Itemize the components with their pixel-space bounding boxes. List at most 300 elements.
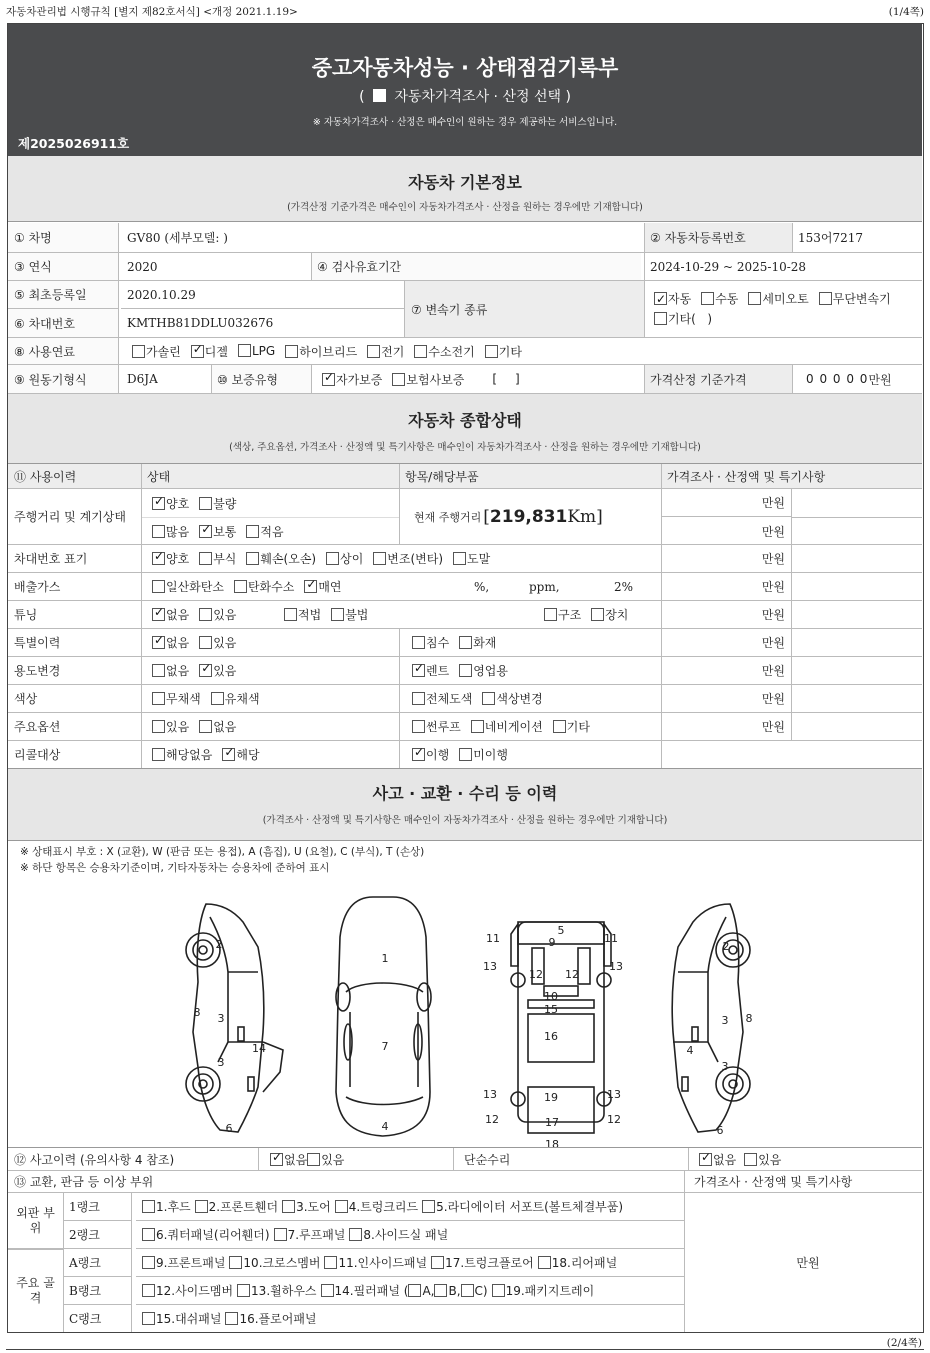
options-navi-label: 네비게이션 xyxy=(484,720,543,734)
part-door-label: 3.도어 xyxy=(296,1200,331,1214)
use-change-business-label: 영업용 xyxy=(473,664,508,678)
part-label-16: 16 xyxy=(544,1030,558,1043)
emission-co-checkbox[interactable] xyxy=(152,580,165,593)
part-label-6: 6 xyxy=(225,1122,233,1135)
firstreg-value: 2020.10.29 xyxy=(121,281,404,309)
emission-ppm: ppm, xyxy=(529,579,560,594)
tuning-type-options xyxy=(538,601,658,628)
trans-options xyxy=(648,281,922,337)
part-label-3: 3 xyxy=(217,1012,225,1025)
part-label-7: 7 xyxy=(381,1040,389,1053)
part-label-19: 19 xyxy=(544,1091,558,1104)
recall-label: 리콜대상 xyxy=(14,748,61,762)
row-fuel xyxy=(8,337,922,365)
mileage-few-checkbox[interactable] xyxy=(246,525,259,538)
tuning-legal-label: 적법 xyxy=(298,608,322,622)
color-fullpaint-checkbox[interactable] xyxy=(412,692,425,705)
recall-none-label: 해당없음 xyxy=(166,748,213,762)
use-change-rent-label: 렌트 xyxy=(426,664,450,678)
tuning-device-label: 장치 xyxy=(605,608,629,622)
firstreg-label: ⑤ 최초등록일 xyxy=(8,281,118,309)
special-flood-label: 침수 xyxy=(426,636,450,650)
fuel-diesel-label: 디젤 xyxy=(204,344,228,359)
vin-mark-diff-checkbox[interactable] xyxy=(326,552,339,565)
color-achromatic-label: 무채색 xyxy=(166,692,201,706)
special-label: 특별이력 xyxy=(14,636,61,650)
status-symbol-note: ※ 상태표시 부호 : X (교환), W (판금 또는 용접), A (흠집), U (요철), C (부식), T (손상) xyxy=(20,846,425,858)
vin-mark-damage-checkbox[interactable] xyxy=(246,552,259,565)
year-label: ③ 연식 xyxy=(8,253,118,280)
mileage-many-label: 많음 xyxy=(166,524,190,539)
recall-notdone-checkbox[interactable] xyxy=(459,748,472,761)
status-notes xyxy=(20,844,424,876)
vin-label: ⑥ 차대번호 xyxy=(8,309,118,337)
vin-mark-label: 차대번호 표기 xyxy=(14,552,88,566)
special-options xyxy=(146,629,396,656)
color-change-label: 색상변경 xyxy=(496,692,543,706)
use-change-none-checkbox[interactable] xyxy=(152,664,165,677)
rankB-items xyxy=(136,1277,684,1305)
color-change-options xyxy=(406,685,656,712)
special-none-checkbox[interactable] xyxy=(152,636,165,649)
part-roof-panel-label: 7.루프패널 xyxy=(287,1228,346,1242)
recall-notdone-label: 미이행 xyxy=(473,748,508,762)
outer-parts-label: 외판 부위 xyxy=(8,1193,63,1249)
part-label-12-right: 12 xyxy=(565,968,579,981)
part-label-15: 15 xyxy=(544,1003,558,1016)
vin-mark-altered-label: 변조(변타) xyxy=(387,552,444,566)
mileage-good-label: 양호 xyxy=(166,496,190,511)
warranty-insurer-checkbox[interactable] xyxy=(392,373,405,386)
price-label: 가격산정 기준가격 xyxy=(644,365,792,393)
part-label-3b: 3 xyxy=(217,1056,225,1069)
car-damage-diagram xyxy=(168,892,768,1151)
emission-hc-label: 탄화수소 xyxy=(247,580,295,594)
vin-mark-rust-label: 부식 xyxy=(213,552,237,566)
col-price-header: 가격조사 · 산정액 및 특기사항 xyxy=(661,464,922,488)
part-label-8-right: 8 xyxy=(745,1012,753,1025)
rank1-label: 1랭크 xyxy=(63,1193,131,1221)
tuning-options xyxy=(146,601,276,628)
document-header xyxy=(8,24,922,156)
vin-mark-painted-checkbox[interactable] xyxy=(453,552,466,565)
main-frame-label: 주요 골격 xyxy=(16,1275,55,1305)
mileage-bad-checkbox[interactable] xyxy=(199,497,212,510)
paren-close: ) xyxy=(565,89,571,105)
vin-mark-rust-checkbox[interactable] xyxy=(199,552,212,565)
accident-subtitle: (가격조사 · 산정액 및 특기사항은 매수인이 자동차가격조사 · 산정을 원하는 경우에만 기재합니다) xyxy=(262,815,668,826)
trans-cvt-label: 무단변속기 xyxy=(832,292,891,306)
special-yes-checkbox[interactable] xyxy=(199,636,212,649)
rank2-items xyxy=(136,1221,684,1249)
fuel-hybrid-checkbox[interactable] xyxy=(285,345,298,358)
part-wheel-house-label: 13.휠하우스 xyxy=(251,1284,317,1298)
recall-status-options xyxy=(406,741,656,768)
part-trunk-floor-label: 17.트렁크플로어 xyxy=(445,1256,534,1270)
mileage-unit: Km xyxy=(567,506,597,527)
document-title: 중고자동차성능 · 상태점검기록부 xyxy=(311,56,619,80)
part-front-fender-checkbox[interactable] xyxy=(195,1200,208,1213)
options-label: 주요옵션 xyxy=(14,720,61,734)
part-floor-panel-label: 16.플로어패널 xyxy=(239,1312,317,1326)
tuning-none-label: 없음 xyxy=(166,608,190,622)
simple-none-label: 없음 xyxy=(713,1152,737,1167)
form-reference xyxy=(6,4,924,20)
part-rear-panel-checkbox[interactable] xyxy=(538,1256,551,1269)
year-value: 2020 xyxy=(127,259,158,274)
simple-repair-label: 단순수리 xyxy=(464,1152,511,1167)
warranty-bracket-close: ] xyxy=(515,372,520,386)
part-pillar-panel-checkbox[interactable] xyxy=(321,1284,334,1297)
part-label-18: 18 xyxy=(545,1138,559,1151)
vin-mark-row xyxy=(8,545,922,573)
part-trunk-floor-checkbox[interactable] xyxy=(431,1256,444,1269)
use-change-label: 용도변경 xyxy=(14,664,61,678)
fuel-lpg-checkbox[interactable] xyxy=(238,344,251,357)
part-label-2-right: 2 xyxy=(722,940,730,953)
part-door-checkbox[interactable] xyxy=(282,1200,295,1213)
mileage-row xyxy=(8,489,922,545)
part-label-14: 14 xyxy=(252,1042,266,1055)
part-rear-panel-label: 18.리어패널 xyxy=(551,1256,618,1270)
accident-title: 사고 · 교환 · 수리 등 이력 xyxy=(372,784,558,803)
tuning-label: 튜닝 xyxy=(14,608,38,622)
accident-none-checkbox[interactable] xyxy=(270,1153,283,1166)
engine-label: ⑨ 원동기형식 xyxy=(8,365,118,393)
part-label-9: 9 xyxy=(548,936,556,949)
form-reference-text: 자동차관리법 시행규칙 [별지 제82호서식] <개정 2021.1.19> xyxy=(6,6,298,18)
parts-price-label: 가격조사 · 산정액 및 특기사항 xyxy=(694,1175,853,1189)
pillar-b-label: B, xyxy=(448,1283,461,1298)
options-other-checkbox[interactable] xyxy=(553,720,566,733)
fuel-hybrid-label: 하이브리드 xyxy=(299,344,358,359)
left-side-view xyxy=(186,904,283,1132)
mileage-normal-label: 보통 xyxy=(213,524,237,539)
options-sunroof-checkbox[interactable] xyxy=(412,720,425,733)
page-number: (1/4쪽) xyxy=(888,6,924,18)
use-change-options xyxy=(146,657,396,684)
color-label: 색상 xyxy=(14,692,38,706)
part-floor-panel-checkbox[interactable] xyxy=(225,1312,238,1325)
part-side-member-checkbox[interactable] xyxy=(142,1284,155,1297)
color-price-unit: 만원 xyxy=(761,692,785,706)
mileage-good-checkbox[interactable] xyxy=(152,497,165,510)
part-front-panel-label: 9.프론트패널 xyxy=(156,1256,226,1270)
rankC-label: C랭크 xyxy=(69,1312,102,1326)
part-label-4: 4 xyxy=(381,1120,389,1133)
underbody-view xyxy=(511,922,611,1133)
tuning-structure-checkbox[interactable] xyxy=(544,608,557,621)
options-type-options xyxy=(406,713,656,740)
color-chromatic-label: 유채색 xyxy=(224,692,260,706)
trans-cvt-checkbox[interactable] xyxy=(819,292,832,305)
trans-semi-label: 세미오토 xyxy=(762,292,809,306)
fuel-gasoline-checkbox[interactable] xyxy=(132,345,145,358)
tuning-yes-checkbox[interactable] xyxy=(199,608,212,621)
col-history-header: ⑪ 사용이력 xyxy=(8,464,141,488)
color-change-checkbox[interactable] xyxy=(482,692,495,705)
fuel-hydrogen-label: 수소전기 xyxy=(428,344,475,359)
overall-title: 자동차 종합상태 xyxy=(408,411,522,430)
price-select-checkbox[interactable] xyxy=(373,89,386,102)
color-fullpaint-label: 전체도색 xyxy=(426,692,473,706)
part-cross-member-checkbox[interactable] xyxy=(229,1256,242,1269)
part-label-10: 10 xyxy=(544,990,558,1003)
recall-options xyxy=(146,741,396,768)
rankA-label: A랭크 xyxy=(63,1249,131,1277)
special-type-options xyxy=(406,629,656,656)
use-change-none-label: 없음 xyxy=(166,664,190,678)
basic-info-section-header xyxy=(8,156,922,222)
car-name-label: ① 차명 xyxy=(8,223,118,252)
color-chromatic-checkbox[interactable] xyxy=(211,692,224,705)
mileage-normal-checkbox[interactable] xyxy=(199,525,212,538)
pillar-a-label: A, xyxy=(422,1283,435,1298)
parts-table xyxy=(8,1193,922,1332)
emission-smoke-label: 매연 xyxy=(318,580,342,594)
inspect-label: ④ 검사유효기간 xyxy=(311,253,641,280)
mileage-few-label: 적음 xyxy=(260,524,284,539)
options-none-label: 없음 xyxy=(213,720,237,734)
special-fire-label: 화재 xyxy=(473,636,497,650)
special-none-label: 없음 xyxy=(166,636,190,650)
simple-repair-options xyxy=(693,1148,922,1170)
price-selection-label: 자동차가격조사 · 산정 선택 xyxy=(394,89,562,105)
tuning-row xyxy=(8,601,922,629)
options-navi-checkbox[interactable] xyxy=(471,720,484,733)
mileage-current: 현재 주행거리 [ 219,831 Km ] xyxy=(414,506,603,527)
rank2-label: 2랭크 xyxy=(63,1221,131,1249)
part-label-2: 2 xyxy=(215,938,223,951)
recall-done-checkbox[interactable] xyxy=(412,748,425,761)
use-change-price-unit: 만원 xyxy=(761,664,785,678)
simple-none-checkbox[interactable] xyxy=(699,1153,712,1166)
price-unit: 만원 xyxy=(868,372,892,387)
fuel-gasoline-label: 가솔린 xyxy=(146,344,181,359)
fuel-other-label: 기타 xyxy=(498,344,522,359)
vin-mark-painted-label: 도말 xyxy=(467,552,491,566)
part-label-12-rear-left: 12 xyxy=(485,1113,499,1126)
fuel-label: ⑧ 사용연료 xyxy=(8,338,118,364)
rankC-items xyxy=(136,1305,684,1332)
part-label-17: 17 xyxy=(545,1116,559,1129)
use-change-rent-checkbox[interactable] xyxy=(412,664,425,677)
recall-yes-checkbox[interactable] xyxy=(222,748,235,761)
warranty-self-label: 자가보증 xyxy=(336,372,383,387)
row-car-name xyxy=(8,223,922,253)
accident-section-header xyxy=(8,769,922,841)
part-front-panel-checkbox[interactable] xyxy=(142,1256,155,1269)
mileage-price-unit-1: 만원 xyxy=(661,489,791,517)
part-label-13-left: 13 xyxy=(483,960,497,973)
mileage-value: 219,831 xyxy=(489,506,568,527)
pillar-a-checkbox[interactable] xyxy=(408,1284,421,1297)
options-sunroof-label: 썬루프 xyxy=(426,720,461,734)
options-options xyxy=(146,713,396,740)
vin-mark-good-checkbox[interactable] xyxy=(152,552,165,565)
part-roof-panel-checkbox[interactable] xyxy=(274,1228,287,1241)
warranty-bracket-open: [ xyxy=(492,372,498,386)
use-change-yes-checkbox[interactable] xyxy=(199,664,212,677)
options-price-unit: 만원 xyxy=(761,720,785,734)
use-change-type-options xyxy=(406,657,656,684)
tuning-structure-label: 구조 xyxy=(558,608,582,622)
part-trunk-lid-checkbox[interactable] xyxy=(335,1200,348,1213)
rank1-items xyxy=(136,1193,684,1221)
trans-other-checkbox[interactable] xyxy=(654,312,667,325)
vin-mark-options xyxy=(146,545,656,572)
row-year xyxy=(8,253,922,281)
price-value-cell xyxy=(792,365,922,393)
trans-auto-checkbox[interactable] xyxy=(654,292,667,305)
use-change-yes-label: 있음 xyxy=(213,664,237,678)
options-row xyxy=(8,713,922,741)
color-achromatic-checkbox[interactable] xyxy=(152,692,165,705)
paren-open: ( xyxy=(359,89,365,105)
use-change-business-checkbox[interactable] xyxy=(459,664,472,677)
part-hood-checkbox[interactable] xyxy=(142,1200,155,1213)
mileage-opts2 xyxy=(146,517,396,545)
options-yes-checkbox[interactable] xyxy=(152,720,165,733)
pillar-c-checkbox[interactable] xyxy=(461,1284,474,1297)
recall-done-label: 이행 xyxy=(426,748,450,762)
accident-history-options xyxy=(264,1148,454,1170)
pillar-c-label: C) xyxy=(474,1283,488,1298)
pillar-b-checkbox[interactable] xyxy=(434,1284,447,1297)
part-label-3b-right: 3 xyxy=(721,1060,729,1073)
record-number: 제2025026911호 xyxy=(18,136,130,151)
part-side-sill-label: 8.사이드실 패널 xyxy=(363,1228,449,1242)
engine-value: D6JA xyxy=(127,372,158,386)
vin-mark-good-label: 양호 xyxy=(166,552,190,566)
part-label-12-rear-right: 12 xyxy=(607,1113,621,1126)
vin-mark-damage-label: 훼손(오손) xyxy=(260,552,317,566)
price-selection xyxy=(8,86,922,106)
row-engine xyxy=(8,365,922,394)
part-inside-panel-label: 11.인사이드패널 xyxy=(338,1256,428,1270)
part-trunk-lid-label: 4.트렁크리드 xyxy=(348,1200,419,1214)
emission-smoke-checkbox[interactable] xyxy=(304,580,317,593)
warranty-self-checkbox[interactable] xyxy=(322,373,335,386)
mileage-opts1 xyxy=(146,489,396,517)
part-hood-label: 1.후드 xyxy=(156,1200,191,1214)
warranty-insurer-label: 보험사보증 xyxy=(406,372,465,387)
accident-yes-label: 있음 xyxy=(321,1152,345,1167)
document-frame xyxy=(7,23,924,1333)
parts-price-unit: 만원 xyxy=(796,1256,820,1270)
part-radiator-support-label: 5.라디에이터 서포트(볼트체결부품) xyxy=(436,1200,624,1214)
part-label-13-right: 13 xyxy=(609,960,623,973)
part-label-8: 8 xyxy=(193,1006,201,1019)
overall-header-row xyxy=(8,464,922,489)
accident-history-label: ⑫ 사고이력 (유의사항 4 참조) xyxy=(14,1152,175,1167)
part-quarter-panel-checkbox[interactable] xyxy=(142,1228,155,1241)
part-package-tray-checkbox[interactable] xyxy=(492,1284,505,1297)
fuel-diesel-checkbox[interactable] xyxy=(191,345,204,358)
fuel-options xyxy=(126,338,916,364)
trans-manual-checkbox[interactable] xyxy=(701,292,714,305)
recall-none-checkbox[interactable] xyxy=(152,748,165,761)
emission-smoke-value: 2% xyxy=(614,579,634,594)
part-package-tray-label: 19.패키지트레이 xyxy=(505,1284,595,1298)
col-status-header: 상태 xyxy=(141,464,399,488)
tuning-illegal-checkbox[interactable] xyxy=(331,608,344,621)
use-change-row xyxy=(8,657,922,685)
mileage-current-label: 현재 주행거리 xyxy=(414,510,482,524)
right-side-view xyxy=(672,904,750,1132)
mileage-label: 주행거리 및 계기상태 xyxy=(14,509,126,524)
top-view xyxy=(336,897,431,1136)
part-inside-panel-checkbox[interactable] xyxy=(324,1256,337,1269)
simple-yes-label: 있음 xyxy=(758,1152,782,1167)
trans-other-label: 기타( xyxy=(668,312,696,326)
bottom-rule xyxy=(6,1349,924,1350)
tuning-none-checkbox[interactable] xyxy=(152,608,165,621)
overall-subtitle: (색상, 주요옵션, 가격조사 · 산정액 및 특기사항은 매수인이 자동차가격조사 · 산정을 원하는 경우에만 기재합니다) xyxy=(229,442,701,453)
header-note: ※ 자동차가격조사 · 산정은 매수인이 원하는 경우 제공하는 서비스입니다. xyxy=(312,117,618,128)
trans-manual-label: 수동 xyxy=(715,292,739,306)
basic-info-subtitle: (가격산정 기준가격은 매수인이 자동차가격조사 · 산정을 원하는 경우에만 기재합니다) xyxy=(287,202,643,213)
part-label-11-right: 11 xyxy=(604,932,618,945)
trans-label: ⑦ 변속기 종류 xyxy=(405,281,644,337)
trans-semi-checkbox[interactable] xyxy=(748,292,761,305)
part-cross-member-label: 10.크로스멤버 xyxy=(243,1256,321,1270)
part-dash-panel-checkbox[interactable] xyxy=(142,1312,155,1325)
col-item-header: 항목/해당부품 xyxy=(399,464,661,488)
options-other-label: 기타 xyxy=(566,720,590,734)
part-label-4-right: 4 xyxy=(686,1044,694,1057)
inspect-value: 2024-10-29 ~ 2025-10-28 xyxy=(650,259,807,274)
fuel-hydrogen-checkbox[interactable] xyxy=(414,345,427,358)
passenger-car-note: ※ 하단 항목은 승용차기준이며, 기타자동차는 승용차에 준하여 표시 xyxy=(20,862,330,874)
part-radiator-support-checkbox[interactable] xyxy=(422,1200,435,1213)
fuel-lpg-label: LPG xyxy=(251,344,276,358)
special-fire-checkbox[interactable] xyxy=(459,636,472,649)
options-none-checkbox[interactable] xyxy=(199,720,212,733)
fuel-electric-checkbox[interactable] xyxy=(367,345,380,358)
price-value: 0 0 0 0 0 xyxy=(806,372,869,386)
special-flood-checkbox[interactable] xyxy=(412,636,425,649)
part-label-13-rear-right: 13 xyxy=(607,1088,621,1101)
warranty-label: ⑩ 보증유형 xyxy=(211,365,311,393)
mileage-many-checkbox[interactable] xyxy=(152,525,165,538)
emission-label: 배출가스 xyxy=(14,580,61,594)
emission-percent: %, xyxy=(474,579,490,594)
vin-mark-altered-checkbox[interactable] xyxy=(373,552,386,565)
accident-yes-checkbox[interactable] xyxy=(307,1153,320,1166)
tuning-legal-checkbox[interactable] xyxy=(284,608,297,621)
warranty-options xyxy=(316,365,641,393)
simple-yes-checkbox[interactable] xyxy=(744,1153,757,1166)
recall-row xyxy=(8,741,922,769)
emission-hc-checkbox[interactable] xyxy=(234,580,247,593)
special-yes-label: 있음 xyxy=(213,636,237,650)
tuning-device-checkbox[interactable] xyxy=(591,608,604,621)
emission-price-unit: 만원 xyxy=(761,580,785,594)
recall-yes-label: 해당 xyxy=(236,748,260,762)
part-side-sill-checkbox[interactable] xyxy=(349,1228,362,1241)
parts-label: ⑬ 교환, 판금 등 이상 부위 xyxy=(14,1175,154,1189)
tuning-legal-options xyxy=(278,601,398,628)
vin-value: KMTHB81DDLU032676 xyxy=(127,316,274,330)
trans-other-close: ) xyxy=(707,312,713,326)
special-row xyxy=(8,629,922,657)
fuel-other-checkbox[interactable] xyxy=(485,345,498,358)
emission-co-label: 일산화탄소 xyxy=(166,580,224,594)
part-wheel-house-checkbox[interactable] xyxy=(237,1284,250,1297)
vin-mark-price-unit: 만원 xyxy=(761,552,785,566)
accident-none-label: 없음 xyxy=(284,1152,308,1167)
